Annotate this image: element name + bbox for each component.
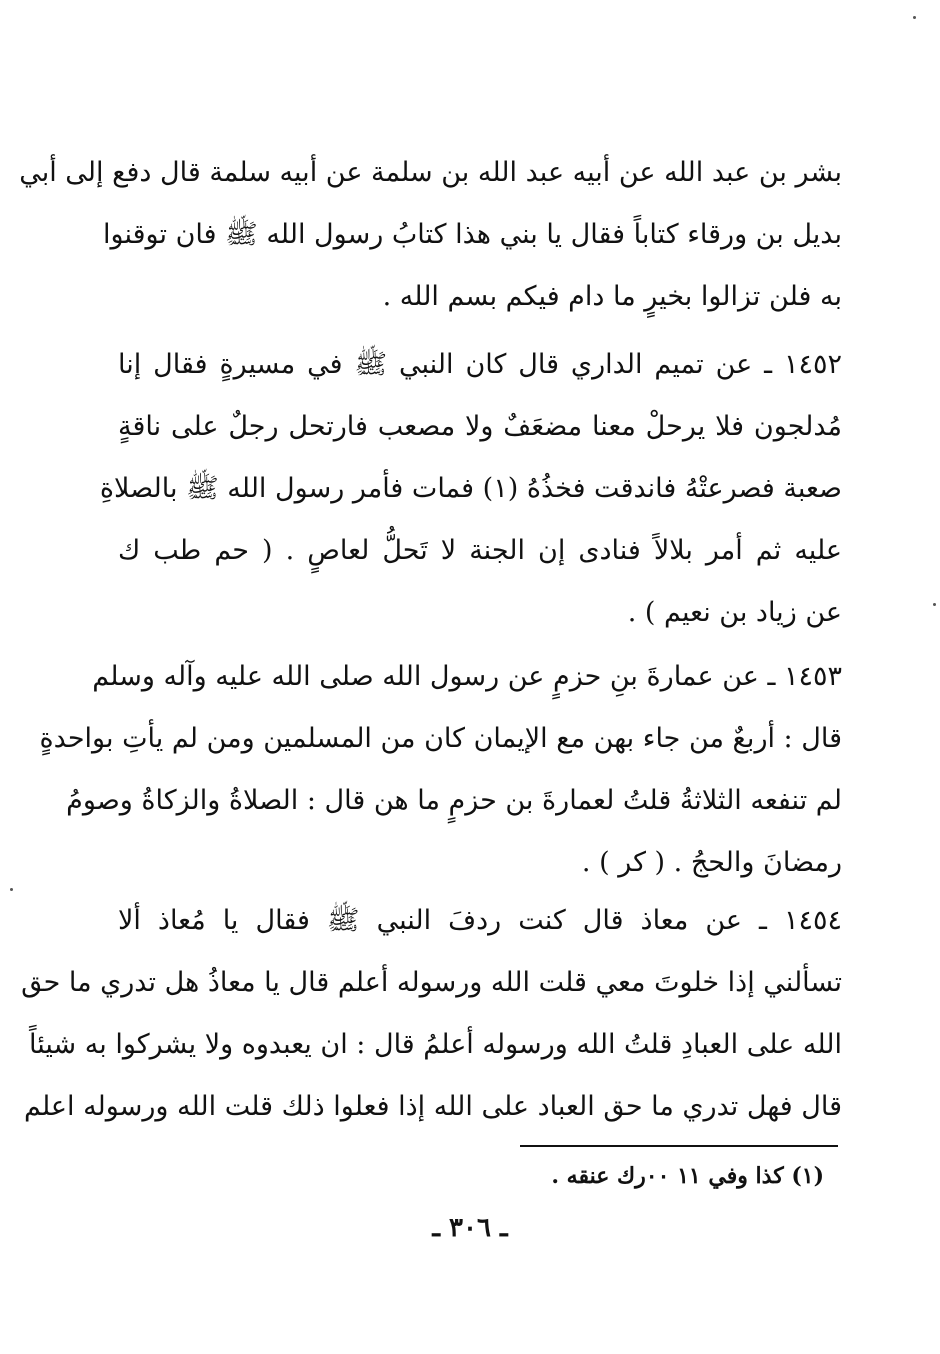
text-line: عليه ثم أمر بلالاً فنادى إن الجنة لا تَحلُّ لعاصٍ . ( حم طب ك: [118, 535, 842, 566]
text-line: عن زياد بن نعيم ) .: [627, 597, 842, 628]
paragraph-1454: [21, 890, 842, 1138]
text-line: بديل بن ورقاء كتاباً فقال يا بني هذا كتابُ رسول الله ﷺ فان توقنوا: [103, 219, 842, 250]
text-line: بشر بن عبد الله عن أبيه عبد الله بن سلمة عن أبيه سلمة قال دفع إلى أبي: [19, 157, 842, 188]
text-line: لم تنفعه الثلاثةُ قلتُ لعمارةَ بن حزمٍ ما هن قال : الصلاةُ والزكاةُ وصومُ: [66, 785, 842, 816]
footnote-divider: [520, 1145, 838, 1147]
scan-speck: [913, 16, 916, 19]
text-line: صعبة فصرعتْهُ فاندقت فخذُهُ (١) فمات فأمر رسول الله ﷺ بالصلاةِ: [99, 473, 842, 504]
page-number: ـ ٣٠٦ ـ: [432, 1213, 508, 1243]
text-line: رمضانَ والحجُ . ( كر ) .: [581, 847, 842, 878]
footnote: (١) كذا وفي ١١ ٠٠رك عنقه .: [551, 1163, 824, 1189]
text-line: قال فهل تدري ما حق العباد على الله إذا فعلوا ذلك قلت الله ورسوله اعلم: [23, 1091, 842, 1122]
text-line: مُدلجون فلا يرحلْ معنا مضعَفٌ ولا مصعب فارتحل رجلٌ على ناقةٍ: [118, 411, 842, 442]
paragraph-1452: [99, 334, 842, 644]
text-line: به فلن تزالوا بخيرٍ ما دام فيكم بسم الله .: [382, 281, 842, 312]
text-line: الله على العبادِ قلتُ الله ورسوله أعلمُ قال : ان يعبدوه ولا يشركوا به شيئاً: [29, 1029, 842, 1060]
scan-speck: [10, 888, 13, 891]
paragraph-1: [19, 142, 842, 328]
text-line: ١٤٥٢ ـ عن تميم الداري قال كان النبي ﷺ في مسيرةٍ فقال إنا: [118, 349, 842, 380]
scan-speck: [933, 603, 936, 606]
text-line: ١٤٥٤ ـ عن معاذ قال كنت ردفَ النبي ﷺ فقال يا مُعاذ ألا: [118, 905, 842, 936]
text-line: تسألني إذا خلوتَ معي قلت الله ورسوله أعلم قال يا معاذُ هل تدري ما حق: [21, 967, 842, 998]
text-line: ١٤٥٣ ـ عن عمارةَ بنِ حزمٍ عن رسول الله صلى الله عليه وآله وسلم: [92, 661, 842, 692]
text-line: قال : أربعٌ من جاء بهن مع الإيمان كان من المسلمين ومن لم يأتِ بواحدةٍ: [39, 723, 842, 754]
paragraph-1453: [39, 646, 842, 894]
